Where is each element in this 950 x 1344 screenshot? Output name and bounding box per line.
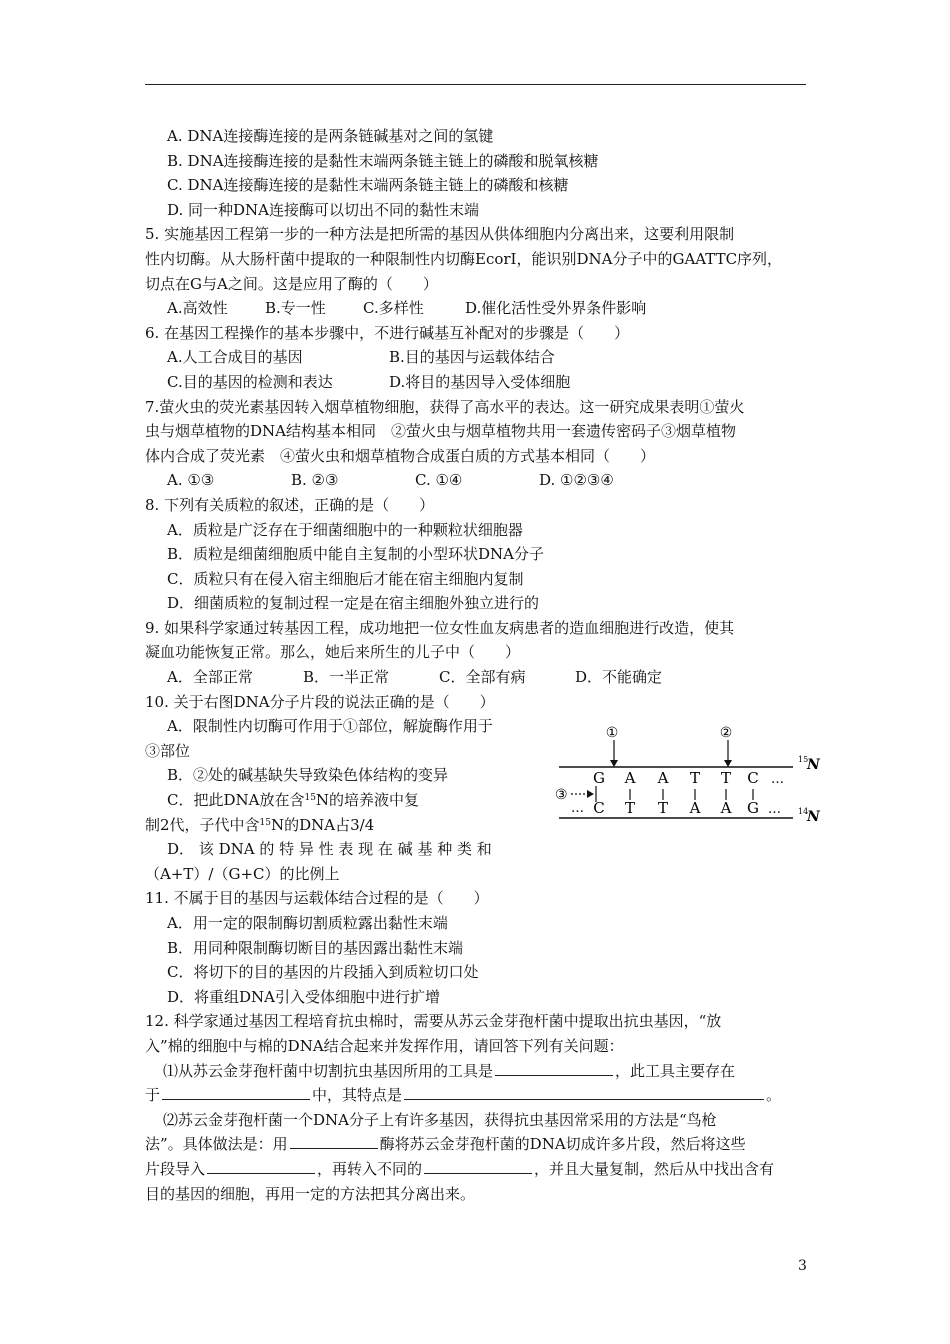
q7-stem-line-3: 体内合成了荧光素 ④萤火虫和烟草植物合成蛋白质的方式基本相同（ ） — [145, 446, 656, 465]
q12-p1-text-e: 。 — [766, 1086, 782, 1105]
q6-options-row-2 — [145, 370, 810, 395]
q5-stem-line-1: 5. 实施基因工程第一步的一种方法是把所需的基因从供体细胞内分离出来，这要利用限制 — [145, 225, 735, 244]
q4-option-d: D. 同一种DNA连接酶可以切出不同的黏性末端 — [167, 200, 480, 219]
top-strand-label-superscript: 15 — [798, 755, 809, 764]
top-base-2: A — [624, 769, 636, 787]
q12-p2-text-a: 法”。具体做法是：用 — [145, 1135, 288, 1154]
q4-option-b: B. DNA连接酶连接的是黏性末端两条链主链上的磷酸和脱氧核糖 — [167, 151, 599, 170]
q12-stem-line-1: 12. 科学家通过基因工程培育抗虫棉时，需要从苏云金芽孢杆菌中提取出抗虫基因，“放 — [145, 1012, 722, 1031]
q7-stem-line-2: 虫与烟草植物的DNA结构基本相同 ②萤火虫与烟草植物共用一套遗传密码子③烟草植物 — [145, 422, 736, 441]
q7-option-c: C. ①④ — [415, 471, 463, 490]
q4-option-c: C. DNA连接酶连接的是黏性末端两条链主链上的磷酸和核糖 — [167, 176, 569, 195]
marker-3-arrowhead — [587, 790, 594, 798]
q6-option-b: B.目的基因与运载体结合 — [389, 348, 555, 367]
q10-c2-text-end: N的DNA占3/4 — [271, 815, 375, 834]
top-base-1: G — [593, 769, 605, 787]
q7-option-b: B. ②③ — [291, 471, 339, 490]
q10-option-d-line-2: （A+T）/（G+C）的比例上 — [145, 864, 340, 883]
bottom-strand-label: N — [807, 809, 820, 825]
q5-option-a: A.高效性 — [167, 299, 228, 318]
q12-blank-location[interactable] — [162, 1083, 310, 1100]
q12-part-2-line-2 — [145, 1132, 810, 1157]
header-rule — [145, 84, 806, 85]
q12-part-1-line-2 — [145, 1083, 810, 1108]
q5-stem-line-2: 性内切酶。从大肠杆菌中提取的一种限制性内切酶EcorI，能识别DNA分子中的GAATTC序列， — [145, 249, 783, 268]
q5-option-c: C.多样性 — [363, 299, 424, 318]
q5-options — [145, 296, 810, 321]
q12-p1-text-b: ，此工具主要存在 — [615, 1061, 736, 1080]
page-content — [145, 124, 810, 1206]
q6-stem: 6. 在基因工程操作的基本步骤中，不进行碱基互补配对的步骤是（ ） — [145, 323, 630, 342]
q7-options — [145, 468, 810, 493]
page-number: 3 — [798, 1258, 807, 1274]
q11-option-c: C．将切下的目的基因的片段插入到质粒切口处 — [167, 963, 479, 982]
q10-option-b: B．②处的碱基缺失导致染色体结构的变异 — [167, 766, 449, 785]
bottom-base-2: T — [624, 799, 636, 817]
q12-p1-text-c: 于 — [145, 1086, 161, 1105]
q9-stem-line-2: 凝血功能恢复正常。那么，她后来所生的儿子中（ ） — [145, 643, 521, 662]
q9-option-c: C．全部有病 — [439, 668, 526, 687]
q12-p2-text-c: 片段导入 — [145, 1159, 206, 1178]
q10-option-a-line-2: ③部位 — [145, 741, 191, 760]
q12-blank-recipient[interactable] — [424, 1157, 532, 1174]
q12-part-2-line-4: 目的基因的细胞，再用一定的方法把其分离出来。 — [145, 1184, 476, 1203]
q10-c2-superscript: 15 — [259, 817, 271, 828]
q10-option-d-line-1: D． 该 DNA 的 特 异 性 表 现 在 碱 基 种 类 和 — [167, 840, 492, 859]
bottom-base-1: C — [593, 799, 605, 817]
q12-part-2-line-1: ⑵苏云金芽孢杆菌一个DNA分子上有许多基因，获得抗虫基因常采用的方法是“鸟枪 — [163, 1110, 717, 1129]
q12-p2-text-d: ，再转入不同的 — [317, 1159, 423, 1178]
q9-option-b: B．一半正常 — [303, 668, 390, 687]
q10-c2-text: 制2代，子代中含 — [145, 815, 260, 834]
marker-1-arrowhead — [610, 760, 618, 767]
q6-option-a: A.人工合成目的基因 — [167, 348, 303, 367]
bottom-base-3: T — [657, 799, 669, 817]
q12-part-1-line-1 — [145, 1059, 810, 1084]
q8-option-b: B．质粒是细菌细胞质中能自主复制的小型环状DNA分子 — [167, 545, 545, 564]
q10-stem: 10. 关于右图DNA分子片段的说法正确的是（ ） — [145, 692, 495, 711]
q12-blank-vector[interactable] — [207, 1157, 315, 1174]
q11-stem: 11. 不属于目的基因与运载体结合过程的是（ ） — [145, 889, 489, 908]
bottom-ellipsis: … — [768, 802, 781, 817]
top-ellipsis: … — [771, 772, 784, 787]
q10-c1-text: C．把此DNA放在含 — [167, 791, 305, 810]
q12-p1-text-a: ⑴从苏云金芽孢杆菌中切割抗虫基因所用的工具是 — [163, 1061, 494, 1080]
q6-option-d: D.将目的基因导入受体细胞 — [389, 372, 571, 391]
q6-option-c: C.目的基因的检测和表达 — [167, 372, 333, 391]
marker-3-label: ③ — [555, 787, 568, 803]
top-base-4: T — [689, 769, 701, 787]
top-base-3: A — [657, 769, 669, 787]
bottom-base-6: G — [747, 799, 759, 817]
q9-option-d: D．不能确定 — [575, 668, 663, 687]
q6-options-row-1 — [145, 345, 810, 370]
q8-option-c: C．质粒只有在侵入宿主细胞后才能在宿主细胞内复制 — [167, 569, 524, 588]
q8-option-a: A．质粒是广泛存在于细菌细胞中的一种颗粒状细胞器 — [167, 520, 523, 539]
q12-blank-enzyme[interactable] — [290, 1132, 378, 1149]
q12-part-2-line-3 — [145, 1157, 810, 1182]
q9-stem-line-1: 9. 如果科学家通过转基因工程，成功地把一位女性血友病患者的造血细胞进行改造，使其 — [145, 618, 735, 637]
q12-p2-text-e: ，并且大量复制，然后从中找出含有 — [534, 1159, 775, 1178]
marker-1-label: ① — [605, 725, 619, 741]
bottom-base-4: A — [689, 799, 701, 817]
q11-option-a: A．用一定的限制酶切割质粒露出黏性末端 — [167, 914, 448, 932]
q10-option-a-line-1: A．限制性内切酶可作用于①部位，解旋酶作用于 — [167, 717, 493, 736]
bottom-base-5: A — [720, 799, 732, 817]
q10-c1-superscript: 15 — [304, 793, 316, 804]
bottom-leading-ellipsis: … — [571, 801, 583, 816]
q9-options — [145, 665, 810, 690]
q5-stem-line-3: 切点在G与A之间。这是应用了酶的（ ） — [145, 274, 438, 293]
q12-p2-text-b: 酶将苏云金芽孢杆菌的DNA切成许多片段，然后将这些 — [379, 1135, 746, 1154]
top-base-6: C — [747, 769, 759, 787]
q10-c1-text-end: N的培养液中复 — [315, 791, 420, 810]
q12-blank-tool[interactable] — [495, 1059, 613, 1076]
bottom-strand-label-superscript: 14 — [798, 807, 809, 816]
q12-p1-text-d: 中，其特点是 — [312, 1086, 403, 1105]
q5-option-b: B.专一性 — [265, 299, 326, 318]
q11-option-b: B．用同种限制酶切断目的基因露出黏性末端 — [167, 938, 464, 957]
top-strand-label: N — [807, 757, 820, 773]
q8-option-d: D．细菌质粒的复制过程一定是在宿主细胞外独立进行的 — [167, 594, 540, 613]
q12-stem-line-2: 入”棉的细胞中与棉的DNA结合起来并发挥作用，请回答下列有关问题： — [145, 1036, 624, 1055]
q12-blank-feature[interactable] — [404, 1083, 764, 1100]
marker-2-arrowhead — [724, 760, 732, 767]
q9-option-a: A．全部正常 — [167, 668, 253, 687]
q7-stem-line-1: 7.萤火虫的荧光素基因转入烟草植物细胞，获得了高水平的表达。这一研究成果表明①萤火 — [145, 397, 745, 416]
q8-stem: 8. 下列有关质粒的叙述，正确的是（ ） — [145, 495, 435, 514]
top-base-5: T — [720, 769, 732, 787]
dna-fragment-diagram — [555, 720, 825, 830]
q4-option-a: A. DNA连接酶连接的是两条链碱基对之间的氢键 — [167, 127, 494, 145]
q7-option-d: D. ①②③④ — [539, 471, 614, 490]
q5-option-d: D.催化活性受外界条件影响 — [465, 299, 647, 318]
q11-option-d: D．将重组DNA引入受体细胞中进行扩增 — [167, 987, 441, 1006]
marker-2-label: ② — [719, 725, 733, 741]
q7-option-a: A. ①③ — [167, 471, 215, 490]
